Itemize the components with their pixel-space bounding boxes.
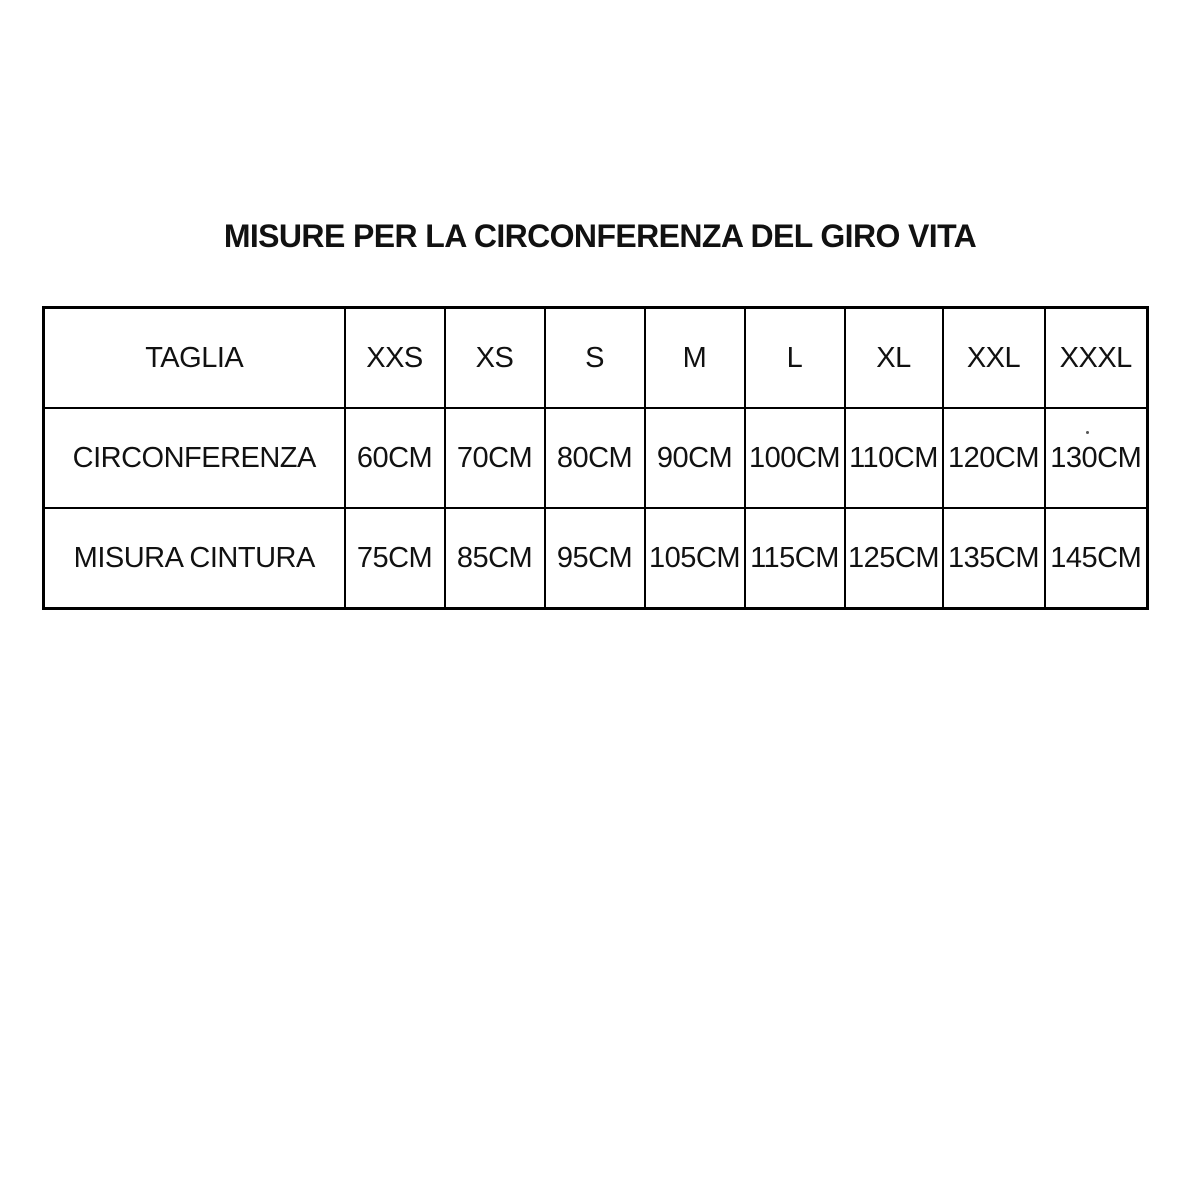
header-cell-s: S (545, 308, 645, 409)
table-row-circonferenza (44, 408, 1148, 508)
header-cell-xxxl: XXXL (1045, 308, 1148, 409)
header-cell-xl: XL (845, 308, 943, 409)
misura-cintura-s: 95CM (545, 508, 645, 609)
misura-cintura-xxs: 75CM (345, 508, 445, 609)
circonferenza-l: 100CM (745, 408, 845, 508)
circonferenza-m: 90CM (645, 408, 745, 508)
misura-cintura-xxl: 135CM (943, 508, 1045, 609)
circonferenza-xs: 70CM (445, 408, 545, 508)
row-label-misura-cintura: MISURA CINTURA (44, 508, 345, 609)
header-cell-xs: XS (445, 308, 545, 409)
circonferenza-xl: 110CM (845, 408, 943, 508)
table-row-misura-cintura (44, 508, 1148, 609)
size-table (42, 306, 1149, 610)
misura-cintura-l: 115CM (745, 508, 845, 609)
header-cell-l: L (745, 308, 845, 409)
header-cell-taglia: TAGLIA (44, 308, 345, 409)
header-cell-xxl: XXL (943, 308, 1045, 409)
circonferenza-xxs: 60CM (345, 408, 445, 508)
misura-cintura-xl: 125CM (845, 508, 943, 609)
misura-cintura-m: 105CM (645, 508, 745, 609)
misura-cintura-xxxl: 145CM (1045, 508, 1148, 609)
header-cell-xxs: XXS (345, 308, 445, 409)
page-title: MISURE PER LA CIRCONFERENZA DEL GIRO VITA (223, 218, 977, 254)
circonferenza-xxl: 120CM (943, 408, 1045, 508)
header-cell-m: M (645, 308, 745, 409)
row-label-circonferenza: CIRCONFERENZA (44, 408, 345, 508)
circonferenza-xxxl: 130CM (1045, 408, 1148, 508)
table-header-row (44, 308, 1148, 409)
scan-speck-artifact (1086, 431, 1089, 434)
misura-cintura-xs: 85CM (445, 508, 545, 609)
circonferenza-s: 80CM (545, 408, 645, 508)
